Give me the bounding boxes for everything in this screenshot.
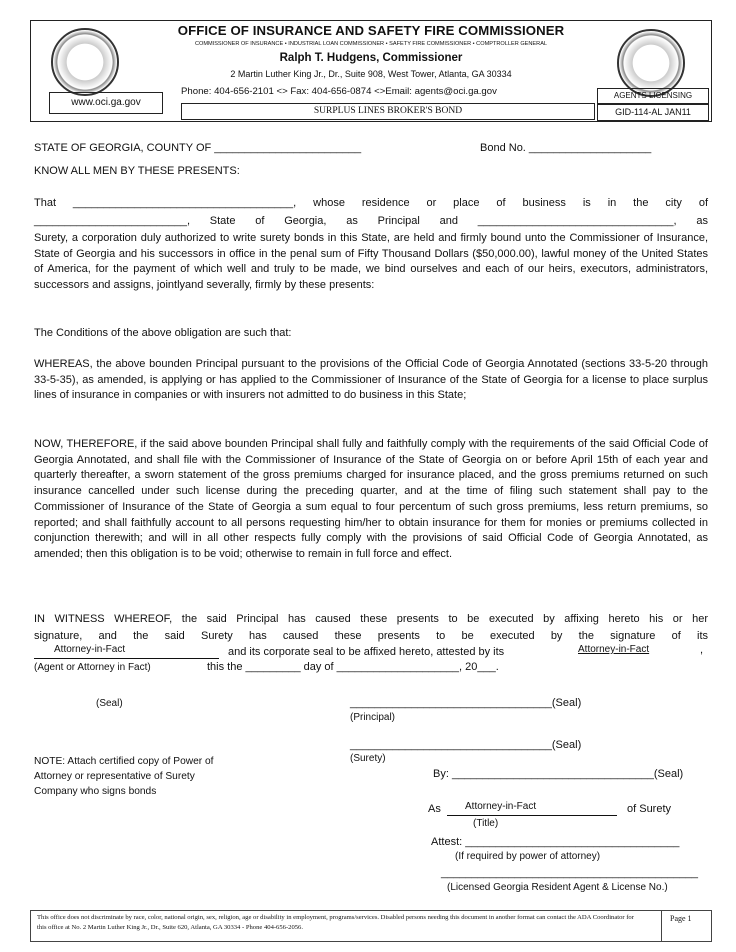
page-number: Page 1 (670, 914, 692, 923)
witness-line-2: signature, and the said Surety has caused these presents to be executed by the signature of its (34, 630, 708, 642)
know-all-heading: KNOW ALL MEN BY THESE PRESENTS: (34, 165, 240, 177)
licensed-agent-label: (Licensed Georgia Resident Agent & License No.) (447, 882, 668, 893)
licensed-agent-line[interactable]: __________________________________________ (441, 867, 698, 879)
bond-obligation-paragraph: Surety, a corporation duly authorized to write surety bonds in this State, are held and firmly bound unto the Commissioner of Insurance, State of Georgia and his successors in office in the penal sum of Fifty Thousand Dollars ($50,000.00), lawful money of the United States of America, for the payment of which well and truly to be made, we bind ourselves and each of our heirs, executors, administrators, successors and assigns, jointlyand severally, firmly by these presents: (34, 232, 708, 292)
footer-divider (661, 911, 662, 941)
form-id: GID-114-AL JAN11 (597, 104, 709, 121)
attest-line[interactable]: Attest: ___________________________________ (431, 836, 680, 848)
agent-signature-field[interactable] (34, 644, 219, 659)
surety-label: (Surety) (350, 753, 386, 764)
title-label: (Title) (473, 818, 499, 829)
department-label: AGENTS LICENSING (597, 88, 709, 104)
footer (30, 910, 712, 942)
office-contact: Phone: 404-656-2101 <> Fax: 404-656-0874 <>Email: agents@oci.ga.gov (181, 86, 497, 97)
agent-label: (Agent or Attorney in Fact) (34, 662, 151, 673)
as-fill-text: Attorney-in-Fact (465, 801, 537, 812)
whereas-paragraph: WHEREAS, the above bounden Principal pursuant to the provisions of the Official Code of Georgia Annotated (sections 33-5-20 through 33-5-35), as amended, is applying or has applied to the Commissioner of Insurance of the State of Georgia for a license to place surplus lines of insurance in companies or with insurers not admitted to do business in this State; (34, 358, 708, 402)
bond-number-field[interactable]: Bond No. ____________________ (480, 142, 652, 154)
commissioner-name: Ralph T. Hudgens, Commissioner (279, 52, 463, 64)
conditions-heading: The Conditions of the above obligation are such that: (34, 327, 292, 339)
date-line[interactable]: this the _________ day of ____________________, 20___. (207, 661, 499, 673)
of-surety-label: of Surety (627, 803, 672, 815)
office-address: 2 Martin Luther King Jr., Dr., Suite 908, West Tower, Atlanta, GA 30334 (230, 69, 512, 79)
witness-line-1: IN WITNESS WHEREOF, the said Principal has caused these presents to be executed by affixing hereto his or her (34, 613, 708, 625)
by-signature-line[interactable]: By: _________________________________(Seal) (433, 768, 684, 780)
state-county-line[interactable]: STATE OF GEORGIA, COUNTY OF ________________________ (34, 142, 362, 154)
now-therefore-paragraph: NOW, THEREFORE, if the said above bounden Principal shall fully and faithfully comply with the requirements of the said Official Code of Georgia Annotated, and shall file with the Commissioner of Insurance of the State of Georgia on or before April 15th of each year and quarterly thereafter, a sworn statement of the gross premiums charged for insurance placed, and the gross premiums returned on such insurance cancelled under such license during the preceding quarter, and at the time of filing such statement shall pay to the Commissioner of Insurance of the State of Georgia a sum equal to four percentum of such gross premiums, less return premiums, so reported; and shall faithfully account to all persons requesting him/her to obtain insurance for them for monies or premiums collected in conjunction therewith; and will in all other respects fully comply with the provisions of said Official Code of Georgia Annotated, as amended; then this obligation is to be void; otherwise to remain in full force and effect. (34, 438, 708, 560)
ada-notice: This office does not discriminate by race, color, national origin, sex, religion, age or disability in employment, programs/services. Disabled persons needing this document in another format can contact the ADA Coordinator for this office at No. 2 Martin Luther King Jr., Dr., Suite 620, Atlanta, GA 30334 - Phone 404-656-2056. (37, 914, 634, 931)
title-field[interactable] (447, 801, 617, 816)
attested-by-field[interactable]: Attorney-in-Fact , (578, 644, 704, 656)
attested-fill-text: Attorney-in-Fact (578, 644, 650, 655)
agent-fill-text: Attorney-in-Fact (54, 644, 126, 655)
commissioner-titles: COMMISSIONER OF INSURANCE • INDUSTRIAL LOAN COMMISSIONER • SAFETY FIRE COMMISSIONER • COMPTROLLER GENERAL (194, 41, 548, 47)
as-label: As (428, 803, 441, 815)
principal-name-line[interactable]: That ____________________________________, whose residence or place of business is in the city of (34, 197, 708, 209)
website-link[interactable]: www.oci.ga.gov (49, 92, 163, 114)
city-surety-line[interactable]: _________________________, State of Georgia, as Principal and ________________________________, as (34, 215, 708, 227)
principal-label: (Principal) (350, 712, 396, 723)
witness-line-3: and its corporate seal to be affixed hereto, attested by its (228, 646, 505, 658)
seal-left-label: (Seal) (96, 698, 123, 709)
letterhead (30, 20, 712, 122)
surety-signature-line[interactable]: _________________________________(Seal) (350, 739, 582, 751)
form-title: SURPLUS LINES BROKER'S BOND (181, 103, 595, 120)
attest-note: (If required by power of attorney) (455, 851, 601, 862)
attachment-note: NOTE: Attach certified copy of Power of Attorney or representative of Surety Company who signs bonds (34, 756, 214, 797)
office-title: OFFICE OF INSURANCE AND SAFETY FIRE COMMISSIONER (177, 23, 565, 38)
principal-signature-line[interactable]: _________________________________(Seal) (350, 697, 582, 709)
